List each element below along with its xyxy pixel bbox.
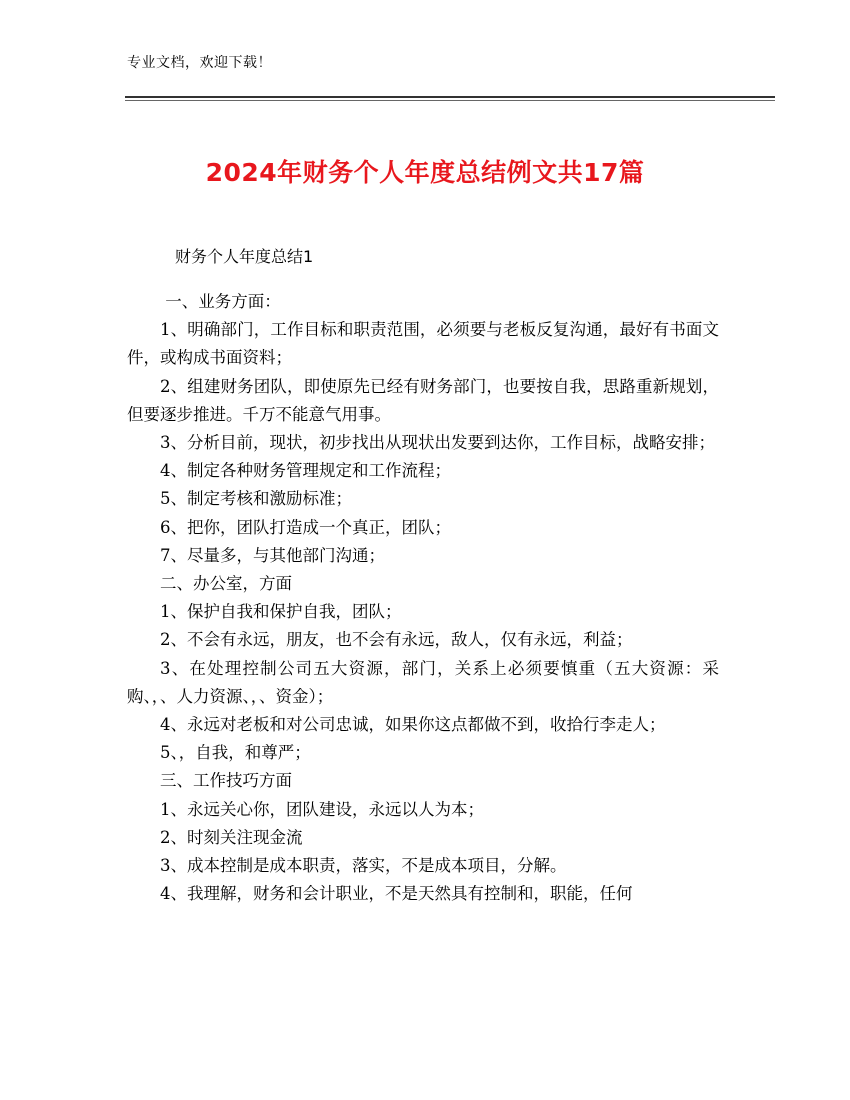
paragraph: 2、时刻关注现金流: [160, 827, 303, 847]
document-body: [127, 288, 719, 908]
paragraph: 3、成本控制是成本职责，落实，不是成本项目，分解。: [160, 856, 567, 876]
section-subtitle: 财务个人年度总结1: [175, 247, 314, 266]
paragraph: 二、办公室，方面: [160, 574, 292, 594]
paragraph: 7、尽量多，与其他部门沟通；: [160, 545, 385, 565]
paragraph: 4、永远对老板和对公司忠诚，如果你这点都做不到，收拾行李走人；: [160, 715, 666, 735]
paragraph: 5、，自我，和尊严；: [160, 743, 311, 763]
paragraph: 2、不会有永远，朋友，也不会有永远，敌人，仅有永远，利益；: [160, 630, 633, 650]
paragraph: 三、工作技巧方面: [160, 771, 292, 791]
paragraph: 一、业务方面：: [160, 292, 281, 311]
paragraph: 6、把你，团队打造成一个真正，团队；: [160, 517, 451, 537]
header-text: 专业文档，欢迎下载！: [127, 55, 272, 71]
paragraph: 1、永远关心你，团队建设，永远以人为本；: [160, 799, 484, 819]
paragraph: 3、分析目前，现状，初步找出从现状出发要到达你，工作目标，战略安排；: [160, 433, 715, 453]
paragraph: 1、保护自我和保护自我，团队；: [160, 602, 402, 622]
paragraph: 3、在处理控制公司五大资源，部门，关系上必须要慎重（五大资源：采购、，、人力资源、，、资金）；: [127, 658, 719, 706]
header-divider: [125, 96, 775, 101]
paragraph: 2、组建财务团队，即使原先已经有财务部门，也要按自我，思路重新规划，但要逐步推进。千万不能意气用事。: [127, 376, 719, 424]
paragraph: 4、我理解，财务和会计职业，不是天然具有控制和，职能，任何: [160, 884, 633, 904]
paragraph: 1、明确部门，工作目标和职责范围，必须要与老板反复沟通，最好有书面文件，或构成书面资料；: [127, 320, 719, 368]
paragraph: 4、制定各种财务管理规定和工作流程；: [160, 461, 451, 481]
document-title: 2024年财务个人年度总结例文共17篇: [205, 158, 645, 187]
paragraph: 5、制定考核和激励标准；: [160, 489, 352, 509]
